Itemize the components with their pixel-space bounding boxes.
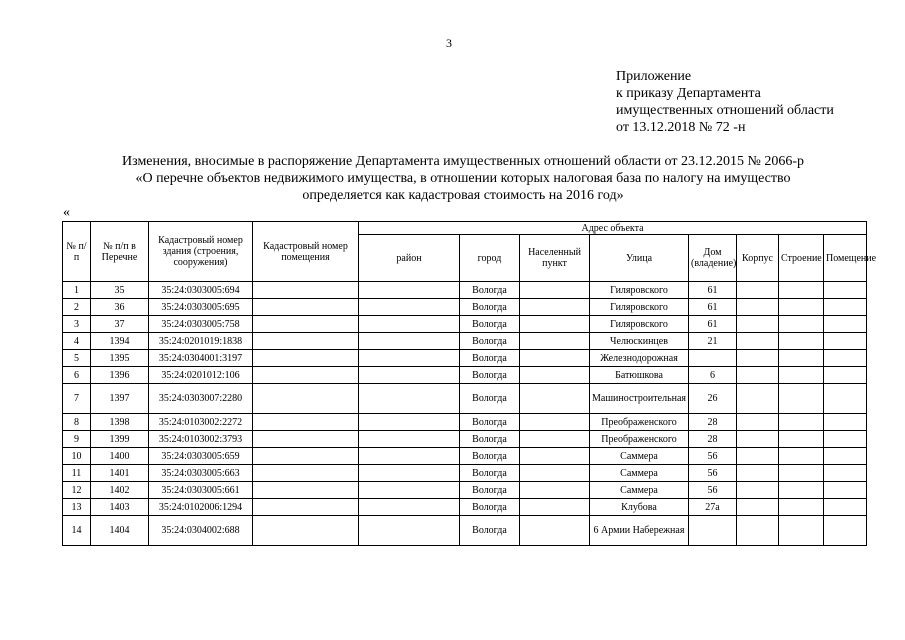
- cell-district: [359, 431, 460, 448]
- cell-house: [689, 516, 737, 546]
- header-building-cadastral: Кадастровый номер здания (строения, сооружения): [149, 222, 253, 282]
- opening-quote-mark: «: [63, 205, 70, 220]
- cell-list-num: 36: [91, 299, 149, 316]
- cell-korpus: [737, 316, 779, 333]
- header-address-group: Адрес объекта: [359, 222, 867, 235]
- cell-district: [359, 367, 460, 384]
- cell-num: 6: [63, 367, 91, 384]
- cell-city: Вологда: [460, 414, 520, 431]
- table-row: [63, 333, 867, 350]
- cell-street: Батюшкова: [590, 367, 689, 384]
- cell-korpus: [737, 299, 779, 316]
- cell-city: Вологда: [460, 431, 520, 448]
- cell-list-num: 1394: [91, 333, 149, 350]
- cell-building-cadastral: 35:24:0303005:695: [149, 299, 253, 316]
- cell-korpus: [737, 448, 779, 465]
- cell-korpus: [737, 333, 779, 350]
- cell-room: [824, 333, 867, 350]
- cell-room: [824, 350, 867, 367]
- header-room-cadastral: Кадастровый номер помещения: [253, 222, 359, 282]
- cell-building-cadastral: 35:24:0201019:1838: [149, 333, 253, 350]
- cell-house: 27а: [689, 499, 737, 516]
- cell-korpus: [737, 465, 779, 482]
- header-room: Помещение: [824, 235, 867, 282]
- cell-settlement: [520, 350, 590, 367]
- cell-building: [779, 499, 824, 516]
- cell-house: 21: [689, 333, 737, 350]
- cell-num: 3: [63, 316, 91, 333]
- cell-house: 61: [689, 299, 737, 316]
- header-building: Строение: [779, 235, 824, 282]
- cell-room: [824, 299, 867, 316]
- cell-list-num: 1401: [91, 465, 149, 482]
- cell-district: [359, 384, 460, 414]
- cell-num: 8: [63, 414, 91, 431]
- cell-list-num: 1403: [91, 499, 149, 516]
- cell-num: 9: [63, 431, 91, 448]
- title-line-3: определяется как кадастровая стоимость на 2016 год»: [302, 188, 624, 203]
- cell-num: 2: [63, 299, 91, 316]
- cell-room: [824, 384, 867, 414]
- cell-district: [359, 282, 460, 299]
- cell-room: [824, 431, 867, 448]
- cell-room-cadastral: [253, 465, 359, 482]
- cell-building: [779, 367, 824, 384]
- cell-building-cadastral: 35:24:0304001:3197: [149, 350, 253, 367]
- cell-room-cadastral: [253, 384, 359, 414]
- cell-settlement: [520, 448, 590, 465]
- cell-room-cadastral: [253, 414, 359, 431]
- appendix-block: [616, 68, 834, 136]
- cell-num: 11: [63, 465, 91, 482]
- cell-house: [689, 350, 737, 367]
- cell-house: 6: [689, 367, 737, 384]
- cell-street: Машиностроительная: [590, 384, 689, 414]
- cell-list-num: 1402: [91, 482, 149, 499]
- cell-building-cadastral: 35:24:0303005:661: [149, 482, 253, 499]
- cell-house: 28: [689, 414, 737, 431]
- cell-settlement: [520, 482, 590, 499]
- cell-settlement: [520, 367, 590, 384]
- cell-district: [359, 465, 460, 482]
- cell-korpus: [737, 282, 779, 299]
- appendix-line-1: Приложение: [616, 69, 692, 84]
- cell-list-num: 37: [91, 316, 149, 333]
- cell-building: [779, 465, 824, 482]
- registry-table: [62, 221, 877, 546]
- cell-building: [779, 282, 824, 299]
- cell-city: Вологда: [460, 499, 520, 516]
- table-row: [63, 448, 867, 465]
- cell-building-cadastral: 35:24:0304002:688: [149, 516, 253, 546]
- cell-num: 5: [63, 350, 91, 367]
- cell-settlement: [520, 516, 590, 546]
- cell-city: Вологда: [460, 299, 520, 316]
- cell-settlement: [520, 499, 590, 516]
- cell-num: 10: [63, 448, 91, 465]
- cell-street: Преображенского: [590, 431, 689, 448]
- cell-room-cadastral: [253, 282, 359, 299]
- cell-room-cadastral: [253, 367, 359, 384]
- cell-settlement: [520, 282, 590, 299]
- appendix-line-4: от 13.12.2018 № 72 -н: [616, 120, 746, 135]
- cell-room: [824, 448, 867, 465]
- cell-korpus: [737, 384, 779, 414]
- cell-num: 14: [63, 516, 91, 546]
- cell-house: 61: [689, 316, 737, 333]
- cell-settlement: [520, 465, 590, 482]
- table-row: [63, 516, 867, 546]
- cell-building-cadastral: 35:24:0103002:2272: [149, 414, 253, 431]
- cell-list-num: 35: [91, 282, 149, 299]
- table-row: [63, 384, 867, 414]
- cell-settlement: [520, 333, 590, 350]
- cell-house: 56: [689, 448, 737, 465]
- cell-city: Вологда: [460, 282, 520, 299]
- table-row: [63, 299, 867, 316]
- cell-house: 28: [689, 431, 737, 448]
- table-row: [63, 282, 867, 299]
- cell-settlement: [520, 414, 590, 431]
- header-list-num: № п/п в Перечне: [91, 222, 149, 282]
- title-line-2: «О перечне объектов недвижимого имущества, в отношении которых налоговая база по налогу на имущество: [135, 171, 791, 186]
- cell-korpus: [737, 499, 779, 516]
- cell-room: [824, 414, 867, 431]
- cell-house: 61: [689, 282, 737, 299]
- cell-street: Челюскинцев: [590, 333, 689, 350]
- cell-list-num: 1395: [91, 350, 149, 367]
- cell-street: Преображенского: [590, 414, 689, 431]
- cell-building-cadastral: 35:24:0303005:659: [149, 448, 253, 465]
- cell-street: Гиляровского: [590, 299, 689, 316]
- cell-building: [779, 482, 824, 499]
- document-title: [60, 153, 866, 204]
- table-row: [63, 465, 867, 482]
- cell-room-cadastral: [253, 448, 359, 465]
- header-street: Улица: [590, 235, 689, 282]
- table-row: [63, 414, 867, 431]
- cell-room-cadastral: [253, 333, 359, 350]
- cell-building-cadastral: 35:24:0102006:1294: [149, 499, 253, 516]
- cell-korpus: [737, 414, 779, 431]
- cell-street: Саммера: [590, 465, 689, 482]
- cell-num: 4: [63, 333, 91, 350]
- cell-room: [824, 316, 867, 333]
- cell-district: [359, 299, 460, 316]
- cell-list-num: 1399: [91, 431, 149, 448]
- table-row: [63, 350, 867, 367]
- cell-district: [359, 516, 460, 546]
- cell-street: Клубова: [590, 499, 689, 516]
- table-row: [63, 367, 867, 384]
- cell-street: Железнодорожная: [590, 350, 689, 367]
- cell-house: 56: [689, 482, 737, 499]
- table-row: [63, 482, 867, 499]
- cell-list-num: 1404: [91, 516, 149, 546]
- cell-district: [359, 499, 460, 516]
- cell-room: [824, 499, 867, 516]
- header-city: город: [460, 235, 520, 282]
- cell-house: 26: [689, 384, 737, 414]
- cell-city: Вологда: [460, 333, 520, 350]
- cell-building: [779, 516, 824, 546]
- cell-city: Вологда: [460, 350, 520, 367]
- cell-building: [779, 316, 824, 333]
- cell-district: [359, 448, 460, 465]
- cell-list-num: 1398: [91, 414, 149, 431]
- cell-room-cadastral: [253, 350, 359, 367]
- cell-street: 6 Армии Набережная: [590, 516, 689, 546]
- table-row: [63, 499, 867, 516]
- cell-building: [779, 448, 824, 465]
- cell-num: 7: [63, 384, 91, 414]
- header-num: № п/п: [63, 222, 91, 282]
- cell-settlement: [520, 299, 590, 316]
- cell-building-cadastral: 35:24:0303005:663: [149, 465, 253, 482]
- cell-street: Саммера: [590, 482, 689, 499]
- cell-city: Вологда: [460, 316, 520, 333]
- table-row: [63, 316, 867, 333]
- cell-city: Вологда: [460, 448, 520, 465]
- cell-building-cadastral: 35:24:0201012:106: [149, 367, 253, 384]
- cell-room-cadastral: [253, 299, 359, 316]
- cell-building-cadastral: 35:24:0103002:3793: [149, 431, 253, 448]
- cell-district: [359, 316, 460, 333]
- cell-city: Вологда: [460, 367, 520, 384]
- cell-room: [824, 367, 867, 384]
- cell-korpus: [737, 367, 779, 384]
- cell-building-cadastral: 35:24:0303005:694: [149, 282, 253, 299]
- header-settlement: Населенный пункт: [520, 235, 590, 282]
- cell-list-num: 1396: [91, 367, 149, 384]
- cell-city: Вологда: [460, 384, 520, 414]
- cell-street: Саммера: [590, 448, 689, 465]
- cell-room-cadastral: [253, 499, 359, 516]
- table-row: [63, 431, 867, 448]
- cell-building: [779, 431, 824, 448]
- cell-city: Вологда: [460, 465, 520, 482]
- cell-korpus: [737, 350, 779, 367]
- title-line-1: Изменения, вносимые в распоряжение Департамента имущественных отношений области от 23.12.2015 № 2066-р: [122, 154, 804, 169]
- cell-num: 12: [63, 482, 91, 499]
- cell-num: 13: [63, 499, 91, 516]
- cell-building: [779, 384, 824, 414]
- cell-korpus: [737, 482, 779, 499]
- cell-building-cadastral: 35:24:0303007:2280: [149, 384, 253, 414]
- table-body: [63, 282, 867, 546]
- cell-district: [359, 482, 460, 499]
- appendix-line-3: имущественных отношений области: [616, 103, 834, 118]
- cell-city: Вологда: [460, 482, 520, 499]
- cell-list-num: 1397: [91, 384, 149, 414]
- cell-list-num: 1400: [91, 448, 149, 465]
- cell-building: [779, 333, 824, 350]
- cell-room-cadastral: [253, 316, 359, 333]
- cell-room-cadastral: [253, 431, 359, 448]
- cell-settlement: [520, 384, 590, 414]
- cell-settlement: [520, 431, 590, 448]
- cell-city: Вологда: [460, 516, 520, 546]
- cell-korpus: [737, 516, 779, 546]
- header-house: Дом (владение): [689, 235, 737, 282]
- cell-district: [359, 333, 460, 350]
- cell-street: Гиляровского: [590, 316, 689, 333]
- cell-building: [779, 299, 824, 316]
- page-number: 3: [446, 36, 452, 50]
- cell-room: [824, 516, 867, 546]
- cell-room: [824, 482, 867, 499]
- cell-district: [359, 414, 460, 431]
- cell-room: [824, 465, 867, 482]
- cell-street: Гиляровского: [590, 282, 689, 299]
- cell-district: [359, 350, 460, 367]
- cell-korpus: [737, 431, 779, 448]
- appendix-line-2: к приказу Департамента: [616, 86, 761, 101]
- cell-building: [779, 350, 824, 367]
- cell-room-cadastral: [253, 516, 359, 546]
- cell-building: [779, 414, 824, 431]
- cell-settlement: [520, 316, 590, 333]
- cell-building-cadastral: 35:24:0303005:758: [149, 316, 253, 333]
- header-korpus: Корпус: [737, 235, 779, 282]
- cell-num: 1: [63, 282, 91, 299]
- cell-room-cadastral: [253, 482, 359, 499]
- header-district: район: [359, 235, 460, 282]
- cell-room: [824, 282, 867, 299]
- cell-house: 56: [689, 465, 737, 482]
